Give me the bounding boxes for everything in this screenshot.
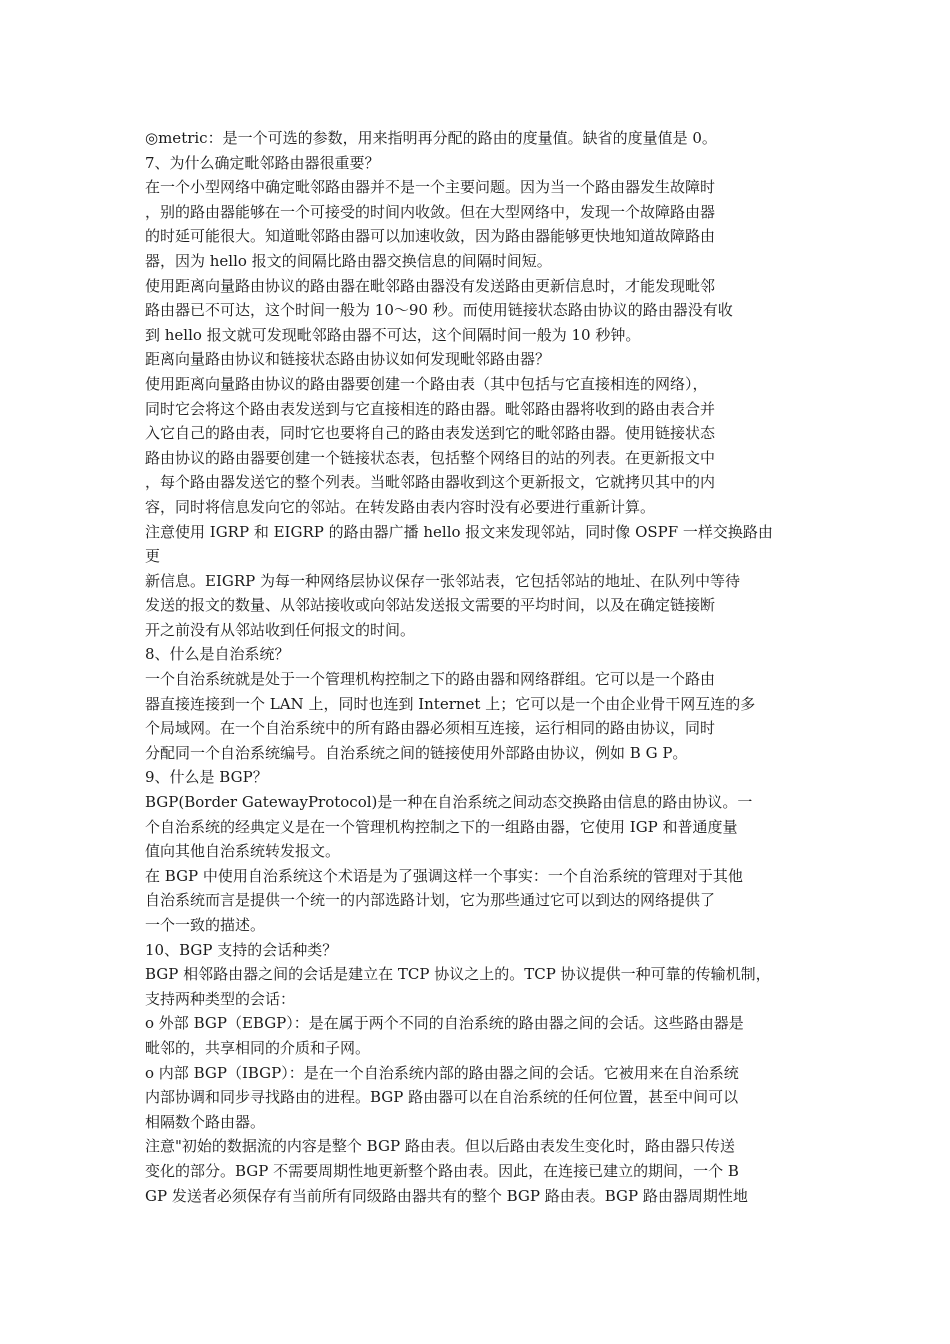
text-line: o 外部 BGP（EBGP）：是在属于两个不同的自治系统的路由器之间的会话。这些路由器是 [145,1014,744,1033]
text-line: 器直接连接到一个 LAN 上，同时也连到 Internet 上；它可以是一个由企业骨干网互连的多 [145,694,756,713]
text-line: 使用距离向量路由协议的路由器要创建一个路由表（其中包括与它直接相连的网络）， [145,374,708,393]
text-line: 在一个小型网络中确定毗邻路由器并不是一个主要问题。因为当一个路由器发生故障时 [145,178,716,197]
text-line: 个局域网。在一个自治系统中的所有路由器必须相互连接，运行相同的路由协议，同时 [145,719,716,738]
text-line: 一个一致的描述。 [145,916,266,934]
text-line: 注意使用 IGRP 和 EIGRP 的路由器广播 hello 报文来发现邻站，同时像 OSPF 一样交换路由 [145,522,773,541]
text-line: 同时它会将这个路由表发送到与它直接相连的路由器。毗邻路由器将收到的路由表合并 [145,399,716,418]
text-line: BGP(Border GatewayProtocol)是一种在自治系统之间动态交换路由信息的路由协议。一 [145,793,753,812]
text-line: 毗邻的，共享相同的介质和子网。 [145,1038,371,1057]
text-line: 发送的报文的数量、从邻站接收或向邻站发送报文需要的平均时间，以及在确定链接断 [145,596,716,615]
text-line: 变化的部分。BGP 不需要周期性地更新整个路由表。因此，在连接已建立的期间，一个 B [145,1161,739,1180]
text-line: 个自治系统的经典定义是在一个管理机构控制之下的一组路由器，它使用 IGP 和普通度量 [145,817,738,836]
text-line: 新信息。EIGRP 为每一种网络层协议保存一张邻站表，它包括邻站的地址、在队列中等待 [145,571,741,590]
text-line: 内部协调和同步寻找路由的进程。BGP 路由器可以在自治系统的任何位置，甚至中间可以 [145,1088,739,1107]
text-line: 路由器已不可达，这个时间一般为 10～90 秒。而使用链接状态路由协议的路由器没有收 [145,301,733,320]
text-line: 自治系统而言是提供一个统一的内部选路计划，它为那些通过它可以到达的网络提供了 [145,891,716,910]
text-line: 值向其他自治系统转发报文。 [145,842,341,861]
text-line: 距离向量路由协议和链接状态路由协议如何发现毗邻路由器？ [145,350,551,369]
text-line: 容，同时将信息发向它的邻站。在转发路由表内容时没有必要进行重新计算。 [145,497,656,516]
text-line: 入它自己的路由表，同时它也要将自己的路由表发送到它的毗邻路由器。使用链接状态 [145,424,716,443]
text-line: 使用距离向量路由协议的路由器在毗邻路由器没有发送路由更新信息时，才能发现毗邻 [145,276,716,295]
text-line: GP 发送者必须保存有当前所有同级路由器共有的整个 BGP 路由表。BGP 路由器周期性地 [145,1186,748,1205]
text-line: 在 BGP 中使用自治系统这个术语是为了强调这样一个事实：一个自治系统的管理对于其他 [145,866,743,885]
text-line: 分配同一个自治系统编号。自治系统之间的链接使用外部路由协议，例如 B G P。 [145,743,688,762]
section-heading: 8、什么是自治系统？ [145,645,290,664]
text-line: 一个自治系统就是处于一个管理机构控制之下的路由器和网络群组。它可以是一个路由 [145,670,716,689]
section-heading: 9、什么是 BGP？ [145,768,268,787]
text-line: ，别的路由器能够在一个可接受的时间内收敛。但在大型网络中，发现一个故障路由器 [145,202,716,221]
text-line: 路由协议的路由器要创建一个链接状态表，包括整个网络目的站的列表。在更新报文中 [145,448,716,467]
section-heading: 7、为什么确定毗邻路由器很重要？ [145,153,380,172]
document-body [145,126,815,1208]
text-line: ◎metric：是一个可选的参数，用来指明再分配的路由的度量值。缺省的度量值是 0。 [145,129,717,147]
text-line: o 内部 BGP（IBGP）：是在一个自治系统内部的路由器之间的会话。它被用来在自治系统 [145,1063,739,1082]
section-heading: 10、BGP 支持的会话种类？ [145,940,338,959]
text-line: BGP 相邻路由器之间的会话是建立在 TCP 协议之上的。TCP 协议提供一种可靠的传输机制， [145,965,771,984]
text-line: 更 [145,547,161,566]
text-line: 注意"初始的数据流的内容是整个 BGP 路由表。但以后路由表发生变化时，路由器只传送 [145,1137,735,1156]
text-line: 器，因为 hello 报文的间隔比路由器交换信息的间隔时间短。 [145,251,552,270]
text-line: 支持两种类型的会话： [145,989,296,1008]
text-line: 到 hello 报文就可发现毗邻路由器不可达，这个间隔时间一般为 10 秒钟。 [145,325,641,344]
text-line: 相隔数个路由器。 [145,1112,266,1131]
text-line: 的时延可能很大。知道毗邻路由器可以加速收敛，因为路由器能够更快地知道故障路由 [145,227,716,246]
text-line: ，每个路由器发送它的整个列表。当毗邻路由器收到这个更新报文，它就拷贝其中的内 [145,473,716,492]
text-line: 开之前没有从邻站收到任何报文的时间。 [145,620,416,639]
